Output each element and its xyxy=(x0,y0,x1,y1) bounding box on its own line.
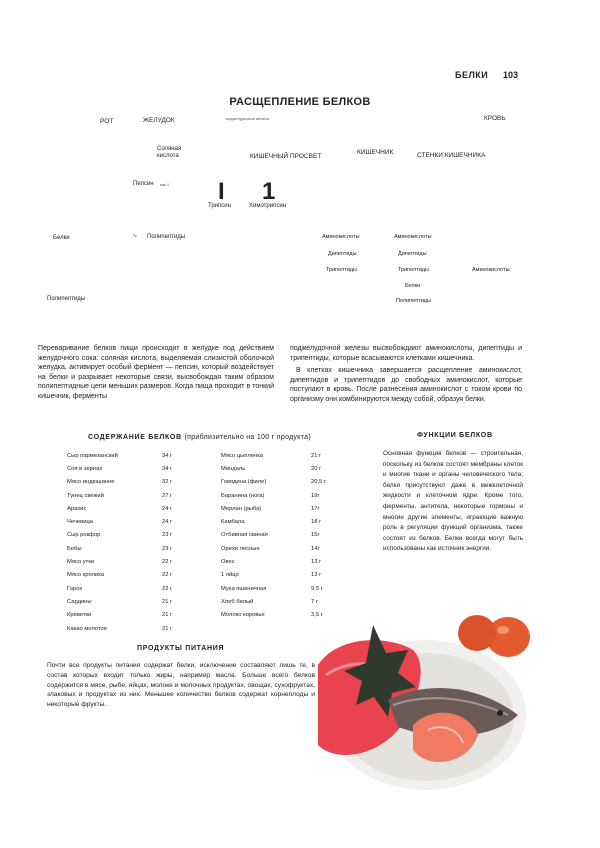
table-row xyxy=(221,502,341,515)
table-row xyxy=(67,542,220,555)
intro-right-paragraph-2: В клетках кишечника завершается расщепление аминокислот, дипептидов и трипептидов до свободных аминокислот, которые поступают в кровь. После разнесения аминокислот с током крови по организму они комбинируются между собой, образуя белки. xyxy=(290,367,522,403)
protein-amount: 21 г xyxy=(162,612,173,619)
page-number: 103 xyxy=(503,70,519,80)
product-name: 1 яйцо xyxy=(221,572,239,579)
label-polypeptides: Полипептиды xyxy=(147,234,186,240)
label-blood: КРОВЬ xyxy=(484,115,506,122)
protein-amount: 24 г xyxy=(162,519,173,526)
product-name: Мясо утки xyxy=(67,559,95,566)
product-name: Чечевица xyxy=(67,519,94,526)
product-name: Горох xyxy=(67,585,83,592)
products-heading: ПРОДУКТЫ ПИТАНИЯ xyxy=(137,645,225,652)
protein-amount: 22 г xyxy=(162,559,173,566)
protein-amount: 21 г xyxy=(311,452,322,459)
intro-left-paragraph: Переваривание белков пищи происходит в желудке под действием желудочного сока: соляная кислота, выделяемая слизистой оболочкой желудка, активирует особый фермент — пепсин, который воздействует на белки и разрывает некоторые связи, высвобождая таким образом полипептидные цепи меньших размеров. Когда пища проходит в тонкий кишечник, ферменты xyxy=(38,345,274,400)
product-name: Овес xyxy=(221,559,235,566)
label-tripeptides-2: Трипептиды xyxy=(398,267,429,273)
table-row xyxy=(67,582,220,595)
protein-amount: 7 г xyxy=(311,598,318,605)
table-row xyxy=(67,529,220,542)
protein-amount: 21 г xyxy=(162,598,173,605)
page-title: РАСЩЕПЛЕНИЕ БЕЛКОВ xyxy=(229,96,371,108)
protein-amount: 32 г xyxy=(162,479,173,486)
table-row xyxy=(221,555,341,568)
label-lumen: КИШЕЧНЫЙ ПРОСВЕТ xyxy=(250,153,322,160)
protein-amount: 34 г xyxy=(162,465,173,472)
protein-amount: 34 г xyxy=(162,452,173,459)
product-name: Сардины xyxy=(67,598,92,605)
protein-amount: 3,5 г xyxy=(311,612,323,619)
table-row xyxy=(221,489,341,502)
table-row xyxy=(67,622,220,635)
content-table-subtitle: (приблизительно на 100 г продукта) xyxy=(184,434,311,441)
table-row xyxy=(221,569,341,582)
egg-shape-2 xyxy=(458,615,496,651)
product-name: Молоко коровье xyxy=(221,612,265,619)
table-row xyxy=(221,582,341,595)
label-amino-acids-3: Аминокислоты xyxy=(472,267,510,273)
product-name: Отбивная свиная xyxy=(221,532,268,539)
protein-amount: 18 г xyxy=(311,519,322,526)
product-name: Орехи лесные xyxy=(221,545,260,552)
table-row xyxy=(67,502,220,515)
product-name: Мясо цыпленка xyxy=(221,452,264,459)
running-header-section: БЕЛКИ xyxy=(455,70,489,80)
label-trypsin: Трипсин xyxy=(208,203,231,209)
protein-amount: 19г xyxy=(311,492,320,499)
product-name: Миндаль xyxy=(221,465,246,472)
products-paragraph: Почти все продукты питания содержат белки, исключение составляют лишь те, в состав которых входит только жиры, например масла. Больше всего белков содержится в мясе, рыбе, яйцах, молоке и молочных продуктах, овощах, сухофруктах, злаковых и продуктах из них. Меньшее количество белков содержат корнеплоды и некоторые фрукты. xyxy=(47,662,315,709)
label-polypeptides-right: Полипептиды xyxy=(396,298,431,304)
protein-table-left xyxy=(67,449,220,635)
label-mouth: РОТ xyxy=(100,118,114,125)
product-name: Тунец свежий xyxy=(67,492,104,499)
table-row xyxy=(67,489,220,502)
protein-amount: 27 г xyxy=(162,492,173,499)
intro-right-paragraph-1: поджелудочной железы высвобождают аминокислоты, дипептиды и трипептиды, которые всасываются клетками кишечника. xyxy=(290,345,522,362)
product-name: Арахис xyxy=(67,505,87,512)
product-name: Мясо индюшиное xyxy=(67,479,115,486)
marker-one-b: 1 xyxy=(262,178,276,205)
label-amino-acids-2: Аминокислоты xyxy=(394,234,432,240)
egg-highlight xyxy=(497,626,509,634)
label-pancreas: поджелудочная железа xyxy=(226,116,270,121)
table-row xyxy=(67,515,220,528)
protein-table-right xyxy=(221,449,341,622)
label-chymotrypsin: Химотрипсин xyxy=(249,203,287,209)
protein-amount: 23 г xyxy=(162,532,173,539)
protein-amount: 22 г xyxy=(162,572,173,579)
protein-amount: 13 г xyxy=(311,559,322,566)
label-dipeptides-1: Дипептиды xyxy=(328,251,357,257)
food-photo xyxy=(318,605,530,790)
product-name: Бобы xyxy=(67,545,82,552)
table-row xyxy=(67,595,220,608)
table-row xyxy=(67,609,220,622)
protein-amount: 23 г xyxy=(162,545,173,552)
functions-heading: ФУНКЦИИ БЕЛКОВ xyxy=(417,432,493,439)
table-row xyxy=(67,462,220,475)
label-stomach: ЖЕЛУДОК xyxy=(143,117,175,124)
protein-amount: 14г xyxy=(311,545,320,552)
product-name: Говядина (филе) xyxy=(221,479,267,486)
protein-amount: 21 г xyxy=(162,625,173,632)
label-proteins: Белки xyxy=(53,235,70,241)
label-amino-acids-1: Аминокислоты xyxy=(322,234,360,240)
arrow-mark: *• xyxy=(133,234,137,240)
table-row xyxy=(221,515,341,528)
table-row xyxy=(67,449,220,462)
marker-one-a: I xyxy=(218,178,225,205)
protein-amount: 20 г xyxy=(311,465,322,472)
protein-amount: 17г xyxy=(311,505,320,512)
table-row xyxy=(67,476,220,489)
label-hydrochloric-acid: Соляная кислота xyxy=(157,146,182,159)
table-row xyxy=(67,569,220,582)
label-intestine: КИШЕЧНИК xyxy=(357,149,394,156)
label-polypeptides-left: Полипептиды xyxy=(47,296,86,302)
fish-eye xyxy=(497,710,503,716)
product-name: Мясо кролика xyxy=(67,572,105,579)
product-name: Сыр рокфор xyxy=(67,532,101,539)
table-row xyxy=(221,529,341,542)
table-row xyxy=(221,542,341,555)
product-name: Какао молотое xyxy=(67,625,107,632)
table-row xyxy=(221,462,341,475)
label-dipeptides-2: Дипептиды xyxy=(398,251,427,257)
label-pepsin: Пепсин xyxy=(133,181,154,187)
label-proteins-2: Белки xyxy=(405,283,421,289)
label-pepsin-note: мм-1 xyxy=(160,182,170,187)
table-row xyxy=(67,555,220,568)
table-row xyxy=(221,476,341,489)
protein-amount: 9,5 г xyxy=(311,585,323,592)
product-name: Соя в зернах xyxy=(67,465,103,472)
product-name: Мерлан (рыба) xyxy=(221,505,262,512)
product-name: Креветки xyxy=(67,612,92,619)
protein-amount: 24 г xyxy=(162,505,173,512)
label-intestine-wall: СТЕНКИ КИШЕЧНИКА xyxy=(417,152,486,159)
product-name: Мука пшеничная xyxy=(221,585,267,592)
label-tripeptides-1: Трипептиды xyxy=(326,267,357,273)
protein-amount: 22 г xyxy=(162,585,173,592)
protein-amount: 13 г xyxy=(311,572,322,579)
table-row xyxy=(221,449,341,462)
product-name: Баранина (нога) xyxy=(221,492,265,499)
product-name: Сыр пармезанский xyxy=(67,452,118,459)
product-name: Камбала xyxy=(221,519,245,526)
content-table-title: СОДЕРЖАНИЕ БЕЛКОВ xyxy=(88,434,182,441)
protein-amount: 20,5 г xyxy=(311,479,327,486)
product-name: Хлеб белый xyxy=(221,598,254,605)
protein-amount: 15г xyxy=(311,532,320,539)
content-table-heading xyxy=(88,434,311,441)
functions-paragraph: Основная функция белков — строительная, поскольку из белков состоят мембраны клеток и многие ткани и органы человеческого тела; белки присутствуют даже в межклеточной жидкости и клеточном ядре. Кроме того, ферменты, антитела, некоторые гормоны и многие другие элементы, играющие важную роль в регуляции функций организма, также состоят из белков. Белки всегда могут быть использованы как источник энергии. xyxy=(383,450,523,553)
